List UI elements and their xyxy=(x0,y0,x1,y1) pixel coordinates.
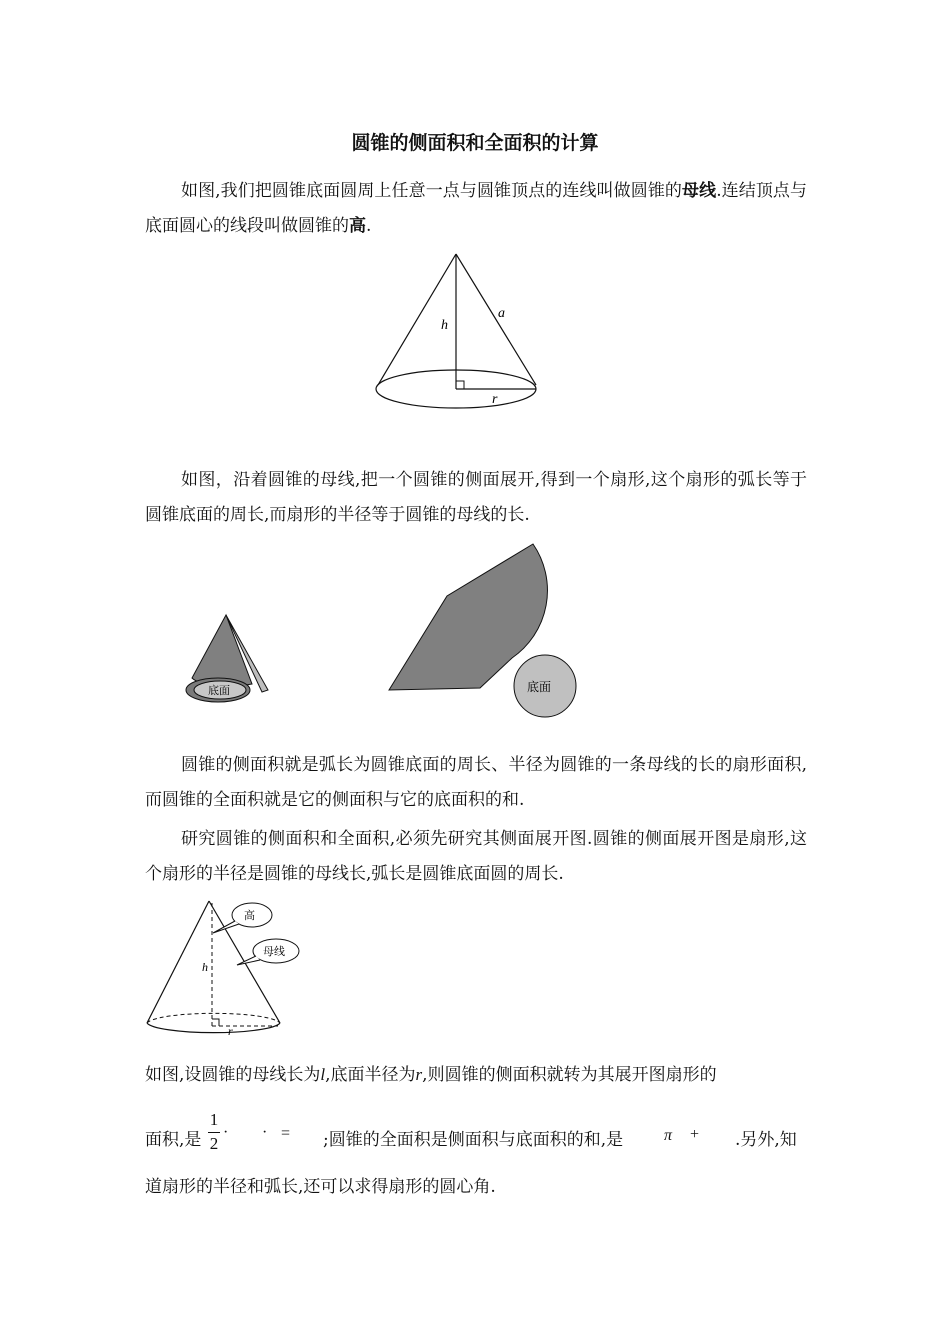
para1-text-b: .连结顶点与底面圆心的线段叫做圆锥的 xyxy=(145,181,808,236)
term-height: 高 xyxy=(349,216,366,236)
paragraph-central-angle: 道扇形的半径和弧长,还可以求得扇形的圆心角. xyxy=(145,1177,496,1197)
page-title: 圆锥的侧面积和全面积的计算 xyxy=(351,132,599,154)
para5-text-b: ,底面半径为 xyxy=(325,1065,416,1085)
equals-sign: = xyxy=(281,1125,291,1142)
fraction-numerator: 1 xyxy=(209,1110,219,1129)
cone1-label-r: r xyxy=(492,392,498,407)
dot-operator-1: · xyxy=(223,1124,229,1141)
callout-generatrix-label: 母线 xyxy=(263,945,285,958)
cone-diagram-2 xyxy=(140,895,310,1040)
cone2-base-label: 底面 xyxy=(208,684,230,697)
cone-diagram-1 xyxy=(370,248,545,413)
dot-operator-2: · xyxy=(262,1124,268,1141)
cone3-label-r: r xyxy=(228,1024,233,1038)
cone3-right-angle-mark xyxy=(212,1019,219,1026)
paragraph-generatrix-definition xyxy=(145,174,807,244)
cone3-label-h: h xyxy=(202,960,208,974)
cone3-base-back xyxy=(147,1013,280,1023)
cone1-right-angle-mark xyxy=(456,381,464,389)
cone3-base-front xyxy=(147,1023,280,1033)
para1-text-end: . xyxy=(366,216,372,236)
cone3-left-side xyxy=(147,901,209,1023)
paragraph-unfolding: 如图，沿着圆锥的母线,把一个圆锥的侧面展开,得到一个扇形,这个扇形的弧长等于圆锥底面的周长,而扇形的半径等于圆锥的母线的长. xyxy=(145,470,807,525)
formula-middle: ;圆锥的全面积是侧面积与底面积的和,是 xyxy=(323,1130,624,1150)
callout-height-label: 高 xyxy=(244,909,255,922)
sector-diagram xyxy=(385,540,585,720)
fraction-denominator: 2 xyxy=(209,1134,219,1153)
fraction-bar xyxy=(208,1132,220,1133)
para5-text-c: ,则圆锥的侧面积就转为其展开图扇形的 xyxy=(422,1065,717,1085)
para5-text-a: 如图,设圆锥的母线长为 xyxy=(145,1065,321,1085)
paragraph-setup xyxy=(145,1060,717,1085)
cone1-label-a: a xyxy=(498,306,505,321)
variable-l: l xyxy=(320,1065,326,1084)
unfolding-cone-diagram xyxy=(180,612,275,707)
formula-prefix: 面积,是 xyxy=(145,1130,202,1150)
pi-symbol: π xyxy=(664,1127,673,1144)
para1-text-a: 如图,我们把圆锥底面圆周上任意一点与圆锥顶点的连线叫做圆锥的 xyxy=(181,181,682,201)
callout-generatrix-pointer xyxy=(237,956,260,965)
sector-base-label: 底面 xyxy=(527,680,552,694)
cone1-label-h: h xyxy=(441,318,448,333)
term-generatrix: 母线 xyxy=(682,181,717,201)
paragraph-lateral-area: 圆锥的侧面积就是弧长为圆锥底面的周长、半径为圆锥的一条母线的长的扇形面积,而圆锥的全面积就是它的侧面积与它的底面积的和. xyxy=(145,755,807,810)
paragraph-research: 研究圆锥的侧面积和全面积,必须先研究其侧面展开图.圆锥的侧面展开图是扇形,这个扇形的半径是圆锥的母线长,弧长是圆锥底面圆的周长. xyxy=(145,829,807,884)
formula-suffix: .另外,知 xyxy=(735,1130,797,1150)
variable-r: r xyxy=(415,1065,423,1084)
plus-sign: + xyxy=(690,1126,700,1143)
cone1-right-side xyxy=(456,254,536,385)
